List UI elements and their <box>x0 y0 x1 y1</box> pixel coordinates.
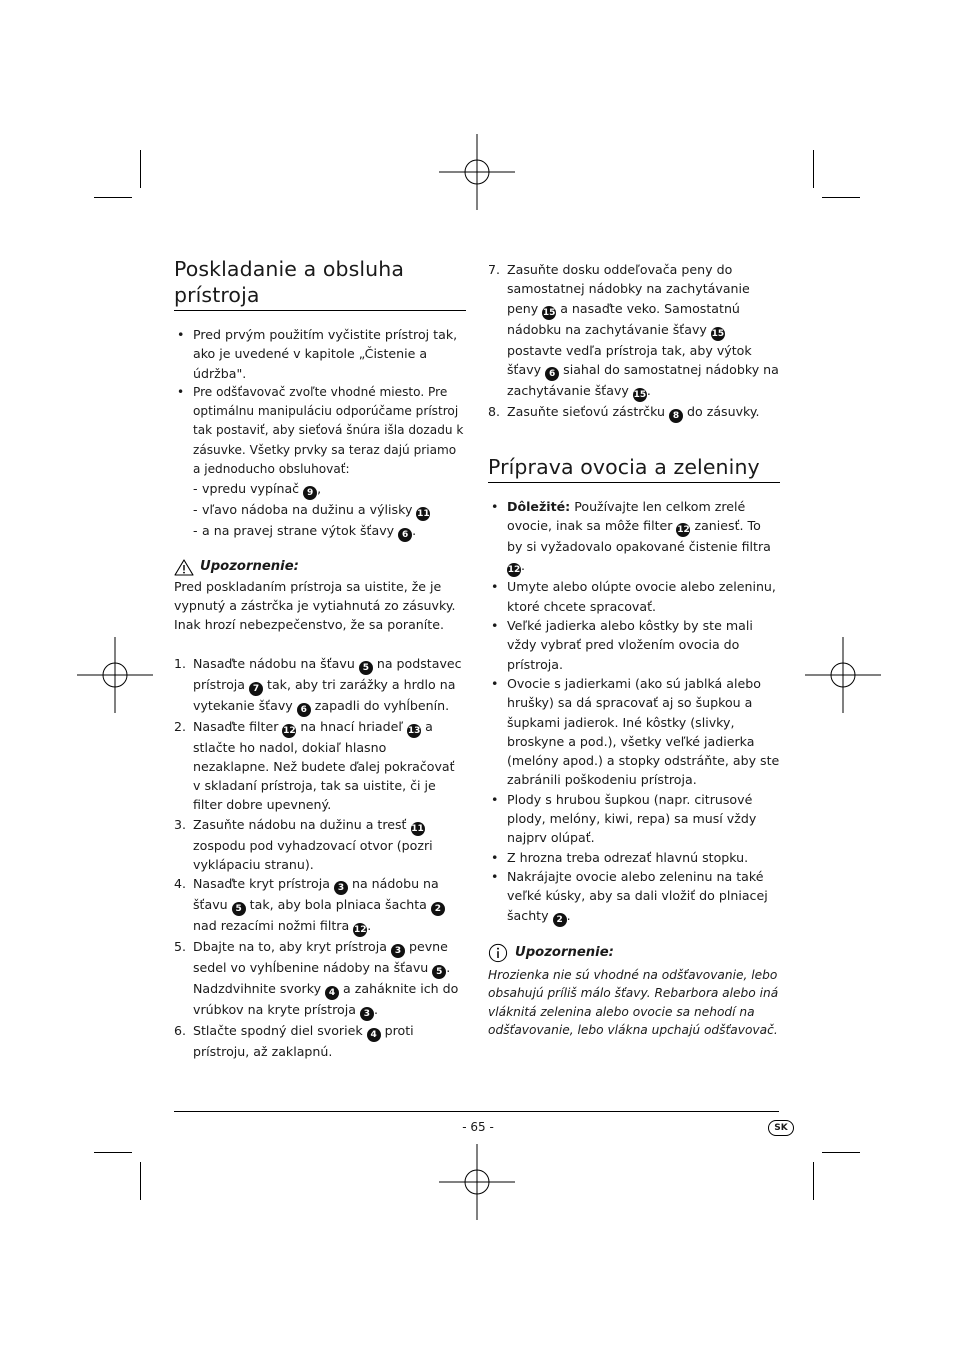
part-number-badge: 4 <box>367 1028 381 1042</box>
page-number: - 65 - <box>462 1120 494 1134</box>
list-item: • Nakrájajte ovocie alebo zeleninu na také veľké kúsky, aby sa dali vložiť do plniacej šachty 2 . <box>488 867 780 927</box>
crop-mark <box>813 1162 814 1200</box>
part-number-badge: 3 <box>391 944 405 958</box>
step-number: 6. <box>174 1023 187 1039</box>
step-text: Zasuňte nádobu na dužinu a tresť 11 zospodu pod vyhadzovací otvor (pozri vyklápaciu stranu). <box>193 816 433 873</box>
crop-mark <box>822 197 860 198</box>
step-item <box>174 717 466 815</box>
part-number-badge: 15 <box>633 389 647 400</box>
warning-text: Pred poskladaním prístroja sa uistite, že je vypnutý a zástrčka je vytiahnutá zo zásuvky. Inak hrozí nebezpečenstvo, že sa poraníte. <box>174 578 456 633</box>
part-number-badge: 4 <box>325 986 339 1000</box>
section-title-preparation: Príprava ovocia a zeleniny <box>488 454 780 483</box>
part-number-badge: 13 <box>407 725 421 736</box>
step-item <box>174 815 466 875</box>
footer-rule <box>174 1111 779 1112</box>
part-number-badge: 12 <box>677 525 690 536</box>
list-item: • Pred prvým použitím vyčistite prístroj tak, ako je uvedené v kapitole „Čistenie a údržba". <box>174 325 466 383</box>
crop-mark <box>140 1162 141 1200</box>
part-number-badge: 2 <box>431 902 445 916</box>
part-number-badge: 7 <box>249 682 263 696</box>
assembly-steps <box>174 654 466 1062</box>
position-list <box>193 479 466 542</box>
step-item <box>174 654 466 717</box>
step-number: 5. <box>174 939 187 955</box>
part-number-badge: 11 <box>417 509 430 520</box>
part-number-badge: 5 <box>359 661 373 675</box>
step-number: 8. <box>488 403 501 419</box>
part-number-badge: 15 <box>711 328 725 339</box>
part-number-badge: 5 <box>432 965 446 979</box>
registration-mark-icon <box>439 1144 515 1220</box>
note-text: Hrozienka nie sú vhodné na odšťavovanie, lebo obsahujú príliš málo šťavy. Rebarbora alebo iná vláknitá zelenina alebo ovocie sa nehodí na odšťavovanie, lebo vlákna upchajú odšťavovač. <box>488 967 779 1038</box>
info-note <box>488 943 780 1040</box>
step-text: Stlačte spodný diel svoriek 4 proti prístroju, až zaklapnú. <box>193 1023 414 1060</box>
step-text: Dbajte na to, aby kryt prístroja 3 pevne sedel vo vyhĺbenine nádoby na šťavu 5 . Nadzdvihnite svorky 4 a zaháknite ich do vrúbkov na kryte prístroja 3 . <box>193 939 459 1020</box>
step-number: 3. <box>174 816 187 832</box>
step-item <box>174 874 466 937</box>
step-text: Nasaďte nádobu na šťavu 5 na podstavec prístroja 7 tak, aby tri zarážky a hrdlo na vytekanie šťavy 6 zapadli do vyhĺbenín. <box>193 655 462 715</box>
step-item <box>174 1021 466 1061</box>
warning-heading: Upozornenie: <box>174 557 466 576</box>
part-number-badge: 3 <box>360 1007 374 1021</box>
part-number-badge: 12 <box>283 725 296 736</box>
list-item: • Pre odšťavovač zvoľte vhodné miesto. Pre optimálnu manipuláciu odporúčame prístroj tak postaviť, aby sieťová šnúra išla dozadu k zásuvke. Všetky prvky sa teraz dajú priamo a jednoducho obsluhovať: - vpredu vypínač 9 , - vľavo nádoba na dužinu a výlisky 11 - a na pravej strane výtok šťavy 6 . <box>174 383 466 542</box>
right-column <box>488 260 780 1040</box>
note-heading: Upozornenie: <box>488 943 780 963</box>
step-item <box>488 260 780 402</box>
info-circle-icon <box>488 943 508 963</box>
list-item: - vpredu vypínač 9 , <box>193 479 466 500</box>
preparation-list <box>488 497 780 927</box>
list-item: • Ovocie s jadierkami (ako sú jablká alebo hrušky) sa dá spracovať aj so šupkou a šupkami jadierok. Iné kôstky (slivky, broskyne a pod.), všetky veľké jadierka (melóny apod.) a stopky odstráňte, aby ste zabránili poškodeniu prístroja. <box>488 674 780 790</box>
step-number: 1. <box>174 655 187 671</box>
registration-mark-icon <box>439 134 515 210</box>
part-number-badge: 6 <box>398 528 412 542</box>
list-item: • Dôležité: Používajte len celkom zrelé ovocie, inak sa môže filter 12 zaniesť. To by si vyžadovalo opakované čistenie filtra 12. <box>488 497 780 578</box>
part-number-badge: 11 <box>411 823 424 834</box>
registration-mark-icon <box>77 637 153 713</box>
section-title-assembly: Poskladanie a obsluha prístroja <box>174 256 466 311</box>
warning-triangle-icon <box>174 559 194 576</box>
part-number-badge: 12 <box>507 565 521 576</box>
step-text: Zasuňte dosku oddeľovača peny do samostatnej nádobky na zachytávanie peny 15 a nasaďte veko. Samostatnú nádobku na zachytávanie šťavy 15 postavte vedľa prístroja tak, aby výtok šťavy 6 siahal do samostatnej nádobky na zachytávanie šťavy 15. <box>507 262 779 400</box>
intro-list <box>174 325 466 542</box>
assembly-steps-continued <box>488 260 780 423</box>
step-item <box>488 402 780 423</box>
step-text: Nasaďte filter 12 na hnací hriadeľ 13 a stlačte ho nadol, dokiaľ hlasno nezaklapne. Než budete ďalej pokračovať v skladaní prístroja, tak sa uistite, či je filter dobre upevnený. <box>193 718 455 813</box>
crop-mark <box>140 150 141 188</box>
crop-mark <box>813 150 814 188</box>
step-text: Zasuňte sieťovú zástrčku 8 do zásuvky. <box>507 403 760 421</box>
crop-mark <box>94 1152 132 1153</box>
list-item: • Umyte alebo olúpte ovocie alebo zeleninu, ktoré chcete spracovať. <box>488 577 780 616</box>
part-number-badge: 8 <box>669 409 683 423</box>
list-item: • Veľké jadierka alebo kôstky by ste mali vždy vybrať pred vložením ovocia do prístroja. <box>488 616 780 674</box>
list-item: • Plody s hrubou šupkou (napr. citrusové plody, melóny, kiwi, repa) sa musí vždy najprv olúpať. <box>488 790 780 848</box>
emphasis-label: Dôležité: <box>507 498 571 514</box>
part-number-badge: 15 <box>542 307 556 318</box>
step-text: Nasaďte kryt prístroja 3 na nádobu na šťavu 5 tak, aby bola plniaca šachta 2 nad rezacími nožmi filtra 12. <box>193 876 445 933</box>
registration-mark-icon <box>805 637 881 713</box>
crop-mark <box>822 1152 860 1153</box>
warning-box <box>174 557 466 634</box>
list-item: • Z hrozna treba odrezať hlavnú stopku. <box>488 848 780 867</box>
left-column <box>174 256 466 1062</box>
part-number-badge: 6 <box>297 703 311 717</box>
list-item: - vľavo nádoba na dužinu a výlisky 11 <box>193 500 466 521</box>
crop-mark <box>94 197 132 198</box>
list-item: - a na pravej strane výtok šťavy 6 . <box>193 521 466 542</box>
step-number: 7. <box>488 262 501 277</box>
part-number-badge: 6 <box>545 367 559 381</box>
part-number-badge: 3 <box>334 881 348 895</box>
language-badge: SK <box>768 1120 794 1136</box>
part-number-badge: 12 <box>353 925 367 936</box>
step-item <box>174 937 466 1021</box>
step-number: 2. <box>174 718 187 734</box>
part-number-badge: 5 <box>232 902 246 916</box>
part-number-badge: 9 <box>303 486 317 500</box>
part-number-badge: 2 <box>553 913 567 927</box>
step-number: 4. <box>174 876 187 892</box>
